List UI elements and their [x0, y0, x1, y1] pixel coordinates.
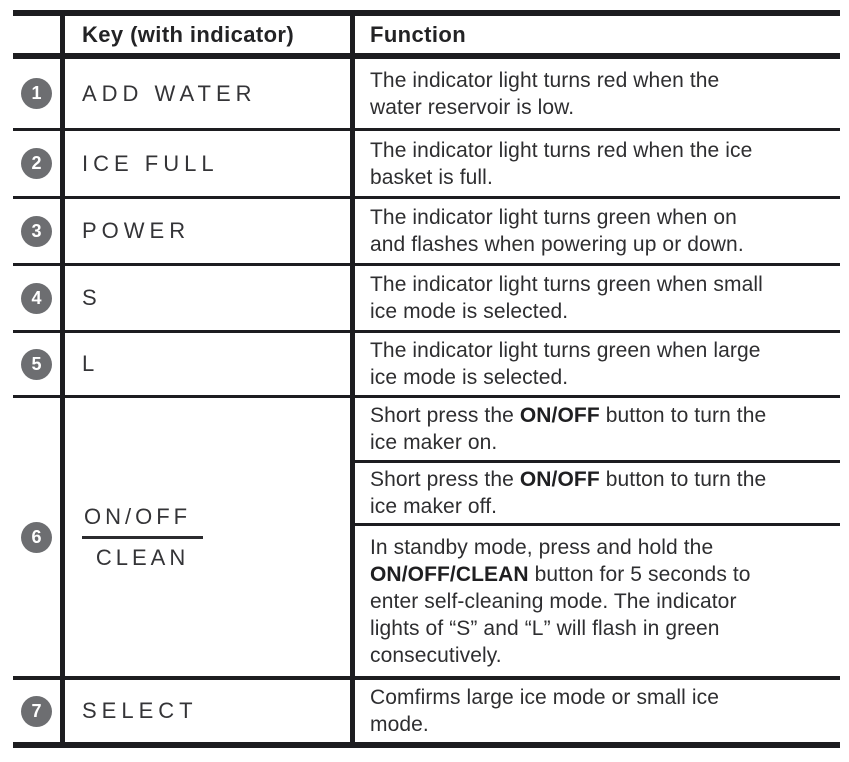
function-sub-row	[355, 266, 840, 330]
header-function-label: Function	[370, 21, 467, 47]
key-label: ADD WATER	[82, 80, 257, 106]
function-cell	[350, 680, 840, 742]
table-row	[13, 676, 840, 742]
header-key-label: Key (with indicator)	[82, 21, 295, 47]
table-header-row	[13, 16, 840, 59]
key-cell	[60, 131, 350, 196]
function-text-span: The indicator light turns green when small ice mode is selected.	[370, 273, 763, 323]
function-text	[370, 271, 770, 325]
key-function-table	[13, 10, 840, 748]
function-text-bold: ON/OFF	[519, 468, 600, 491]
key-label-bottom: CLEAN	[95, 544, 190, 570]
step-number-badge: 3	[21, 216, 52, 247]
function-sub-row	[355, 460, 840, 523]
function-cell	[350, 333, 840, 395]
function-text	[370, 67, 770, 121]
key-cell	[60, 333, 350, 395]
function-sub-row	[355, 398, 840, 460]
table-row	[13, 128, 840, 196]
step-number-badge: 7	[21, 696, 52, 727]
function-text-span: In standby mode, press and hold the	[370, 535, 714, 559]
function-text-span: button to turn the ice maker on.	[370, 404, 767, 454]
step-number-cell	[13, 59, 60, 128]
step-number-badge: 2	[21, 148, 52, 179]
key-cell	[60, 680, 350, 742]
table-row	[13, 330, 840, 395]
table-row	[13, 395, 840, 676]
key-cell	[60, 59, 350, 128]
function-sub-row	[355, 523, 840, 676]
function-sub-row	[355, 131, 840, 196]
key-cell	[60, 199, 350, 263]
key-cell	[60, 266, 350, 330]
step-number-cell	[13, 199, 60, 263]
step-number-badge: 5	[21, 349, 52, 380]
function-sub-row	[355, 333, 840, 395]
step-number-cell	[13, 266, 60, 330]
step-number-cell	[13, 398, 60, 676]
key-label: L	[82, 351, 100, 376]
function-text-span: The indicator light turns red when the water reservoir is low.	[370, 68, 720, 119]
function-sub-row	[355, 59, 840, 128]
key-label-stacked	[82, 504, 203, 571]
step-number-cell	[13, 333, 60, 395]
step-number-cell	[13, 131, 60, 196]
function-cell	[350, 131, 840, 196]
key-label: SELECT	[82, 698, 198, 723]
table-row	[13, 196, 840, 263]
header-function-cell	[350, 16, 840, 53]
function-text-bold: ON/OFF	[519, 404, 600, 427]
function-text-span: Short press the	[370, 404, 520, 427]
header-key-cell	[60, 16, 350, 53]
function-sub-row	[355, 680, 840, 742]
function-text-span: button for 5 seconds to enter self-cleaning mode. The indicator lights of “S” and “L” will flash in green consecutively.	[370, 562, 751, 667]
function-text	[370, 204, 770, 258]
function-text	[370, 466, 770, 520]
header-number-cell	[13, 16, 60, 53]
key-label: S	[82, 285, 102, 310]
function-sub-row	[355, 199, 840, 263]
function-text	[370, 684, 770, 738]
step-number-cell	[13, 680, 60, 742]
key-label-top: ON/OFF	[82, 504, 203, 539]
function-text-span: Short press the	[370, 468, 520, 491]
function-text-span: The indicator light turns green when on and flashes when powering up or down.	[370, 206, 744, 256]
function-cell	[350, 59, 840, 128]
function-text	[370, 402, 770, 456]
function-text-span: The indicator light turns red when the ice basket is full.	[370, 138, 753, 189]
function-text	[370, 337, 770, 391]
step-number-badge: 6	[21, 522, 52, 553]
table-row	[13, 59, 840, 128]
step-number-badge: 1	[21, 78, 52, 109]
table-row	[13, 263, 840, 330]
function-text	[370, 137, 770, 191]
function-cell	[350, 398, 840, 676]
key-label: ICE FULL	[82, 150, 219, 176]
key-label: POWER	[82, 218, 191, 243]
function-text-span: Comfirms large ice mode or small ice mode.	[370, 686, 720, 736]
function-text-span: button to turn the ice maker off.	[370, 468, 767, 518]
function-cell	[350, 266, 840, 330]
function-cell	[350, 199, 840, 263]
function-text-span: The indicator light turns green when large ice mode is selected.	[370, 339, 761, 389]
step-number-badge: 4	[21, 283, 52, 314]
function-text-bold: ON/OFF/CLEAN	[370, 562, 529, 586]
function-text	[370, 534, 770, 669]
table-body	[13, 59, 840, 742]
key-cell	[60, 398, 350, 676]
